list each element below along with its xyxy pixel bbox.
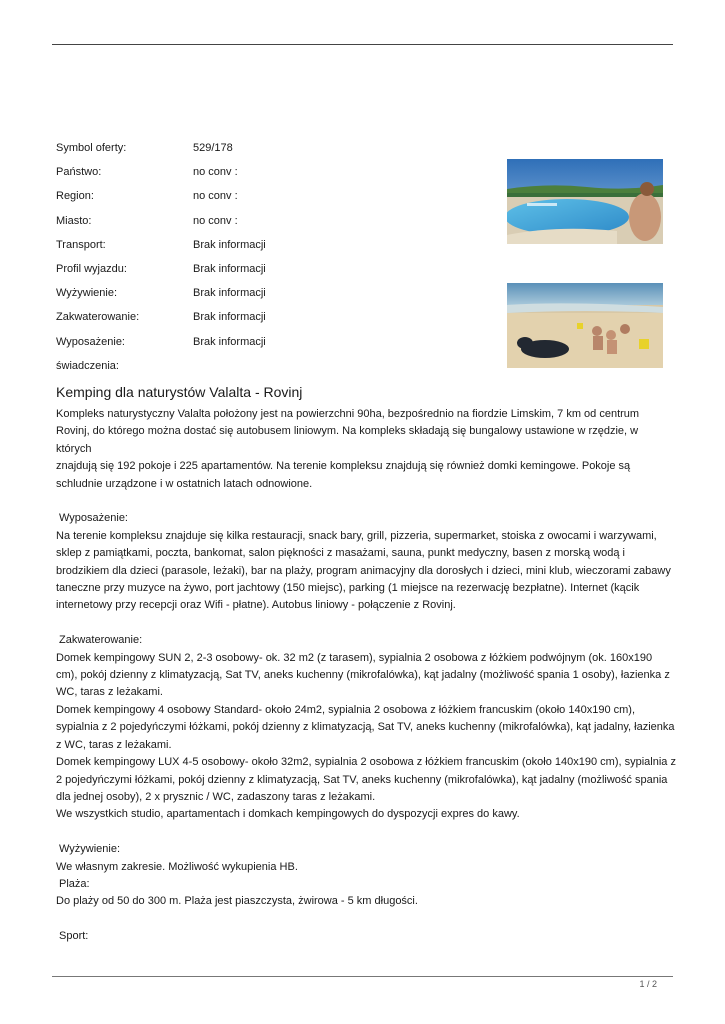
field-value: no conv : xyxy=(193,190,238,203)
beach-heading: Plaża: xyxy=(59,877,90,890)
field-label: Miasto: xyxy=(56,214,92,227)
accommodation-line: Domek kempingowy SUN 2, 2-3 osobowy- ok. 32 m2 (z tarasem), sypialnia 2 osobowa z łóżkiem podwójnym (ok. 160x190 xyxy=(56,651,653,664)
board-text: We własnym zakresie. Możliwość wykupienia HB. xyxy=(56,860,298,873)
accommodation-heading: Zakwaterowanie: xyxy=(59,634,143,647)
accommodation-line: WC, taras z leżakami. xyxy=(56,686,163,699)
field-label: Symbol oferty: xyxy=(56,142,127,154)
field-row xyxy=(56,310,356,334)
field-row xyxy=(56,189,356,213)
accommodation-line: dla jednej osoby), 2 x prysznic / WC, zadaszony taras z leżakami. xyxy=(56,790,376,803)
field-label: Zakwaterowanie: xyxy=(56,311,140,324)
field-row xyxy=(56,335,356,359)
field-label: Region: xyxy=(56,190,94,203)
field-row xyxy=(56,141,356,165)
offer-title: Kemping dla naturystów Valalta - Rovinj xyxy=(56,384,303,400)
field-value: Brak informacji xyxy=(193,238,266,251)
field-value: no conv : xyxy=(193,214,238,227)
offer-description xyxy=(56,406,676,946)
field-value: Brak informacji xyxy=(193,262,266,275)
accommodation-line: sypialnia z 2 pojedyńczymi łóżkami, pokój dzienny z klimatyzacją, Sat TV, aneks kuchenny (mikrofalówka), kąt jadalny, łazienka xyxy=(56,721,675,734)
intro-line: Rovinj, do którego można dostać się autobusem liniowym. Na kompleks składają się bungalowy ustawione w rzędzie, w których xyxy=(56,425,639,455)
beach-photo xyxy=(507,283,663,368)
equipment-line: taneczne przy muzyce na żywo, port jachtowy (150 miejsc), parking (1 miejsce na rezerwację bezpłatne). Internet (kącik xyxy=(56,582,640,595)
intro-line: znajdują się 192 pokoje i 225 apartamentów. Na terenie kompleksu znajdują się również domki kemingowe. Pokoje są xyxy=(56,460,631,473)
accommodation-line: Domek kempingowy 4 osobowy Standard- około 24m2, sypialnia 2 osobowa z łóżkiem francuskim (około 140x190 cm), xyxy=(56,703,635,716)
equipment-line: internetowy przy recepcji oraz Wifi - płatne). Autobus liniowy - połączenie z Rovinj. xyxy=(56,599,456,612)
field-row xyxy=(56,286,356,310)
field-label: Wyposażenie: xyxy=(56,335,125,348)
board-heading: Wyżywienie: xyxy=(59,843,121,856)
field-label: Państwo: xyxy=(56,166,102,179)
field-label: Transport: xyxy=(56,238,106,251)
sport-heading: Sport: xyxy=(59,930,89,943)
equipment-line: brodzikiem dla dzieci (parasole, leżaki), bar na plaży, program animacyjny dla dorosłych i dzieci, mini klub, wieczorami zabawy xyxy=(56,564,671,577)
intro-line: schludnie urządzone i w ostatnich latach odnowione. xyxy=(56,477,313,490)
field-row xyxy=(56,214,356,238)
field-row xyxy=(56,359,356,383)
beach-text: Do plaży od 50 do 300 m. Plaża jest piaszczysta, żwirowa - 5 km długości. xyxy=(56,895,418,908)
equipment-line: Na terenie kompleksu znajduje się kilka restauracji, snack bary, grill, pizzeria, supermarket, stoiska z owocami i warzywami, xyxy=(56,529,657,542)
accommodation-line: cm), pokój dzienny z klimatyzacją, Sat TV, aneks kuchenny (mikrofalówka), kąt jadalny (możliwość spania 1 osoby), łazienka z xyxy=(56,669,670,682)
offer-fields xyxy=(56,141,356,383)
field-value: Brak informacji xyxy=(193,287,266,300)
field-label: świadczenia: xyxy=(56,359,119,372)
accommodation-line: Domek kempingowy LUX 4-5 osobowy- około 32m2, sypialnia 2 osobowa z łóżkiem francuskim (około 140x190 cm), sypialnia z xyxy=(56,756,676,769)
field-value: Brak informacji xyxy=(193,311,266,324)
field-row xyxy=(56,262,356,286)
field-label: Profil wyjazdu: xyxy=(56,262,127,275)
page-number: 1 / 2 xyxy=(639,979,657,989)
accommodation-line: We wszystkich studio, apartamentach i domkach kempingowych do dyspozycji expres do kawy. xyxy=(56,808,520,821)
equipment-line: sklep z pamiątkami, poczta, bankomat, salon piękności z masażami, sauna, punkt medyczny, basen z morską wodą i xyxy=(56,547,626,560)
footer-rule xyxy=(52,976,673,977)
accommodation-line: z WC, taras z leżakami. xyxy=(56,738,172,751)
pool-photo xyxy=(507,159,663,244)
field-value: 529/178 xyxy=(193,142,233,154)
field-row xyxy=(56,165,356,189)
intro-line: Kompleks naturystyczny Valalta położony jest na powierzchni 90ha, bezpośrednio na fiordzie Limskim, 7 km od centrum xyxy=(56,408,640,420)
field-label: Wyżywienie: xyxy=(56,287,118,300)
field-value: no conv : xyxy=(193,166,238,179)
header-rule xyxy=(52,44,673,45)
field-row xyxy=(56,238,356,262)
field-value: Brak informacji xyxy=(193,335,266,348)
accommodation-line: 2 pojedyńczymi łóżkami, pokój dzienny z klimatyzacją, Sat TV, aneks kuchenny (mikrofalówka), kąt jadalny (możliwość spania xyxy=(56,773,668,786)
equipment-heading: Wyposażenie: xyxy=(59,512,128,525)
